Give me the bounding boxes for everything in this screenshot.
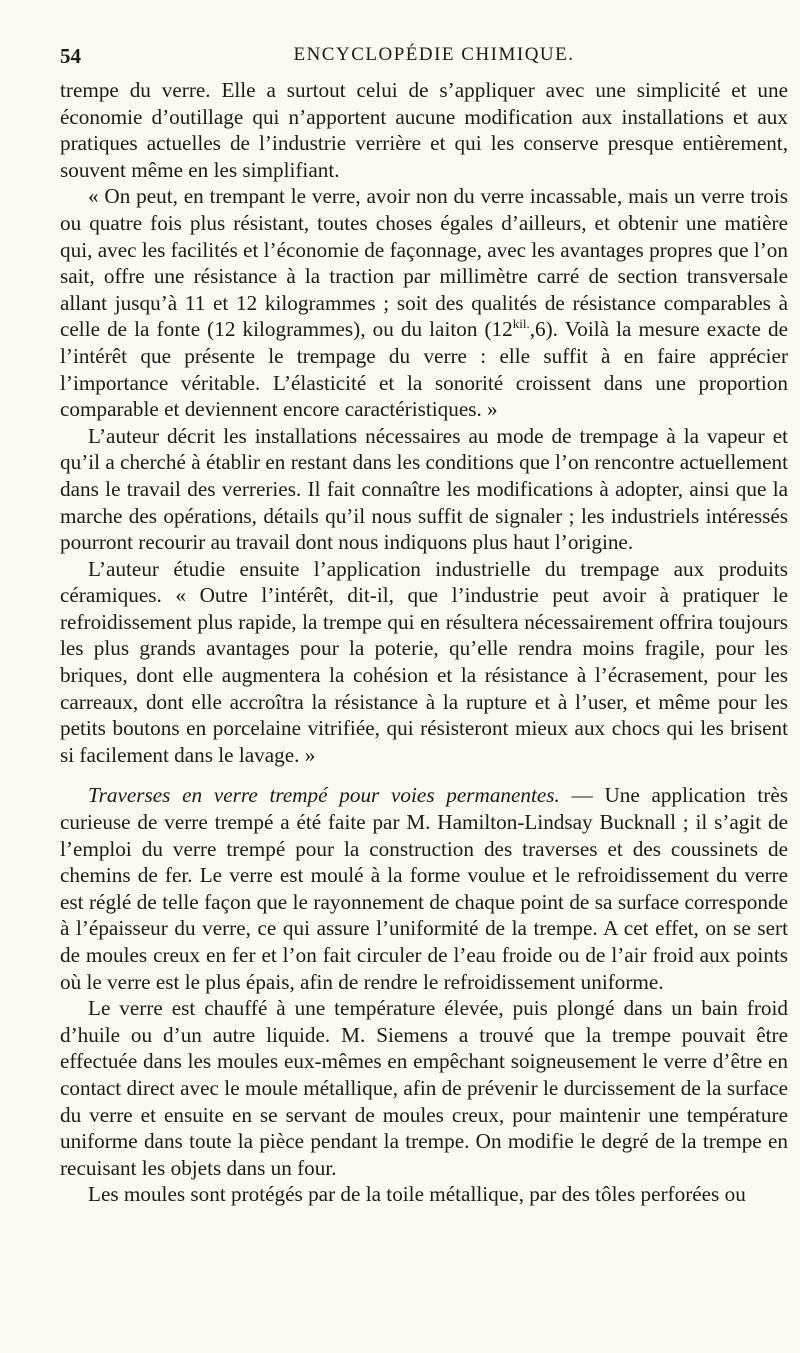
running-head [60, 44, 788, 74]
page-number: 54 [60, 44, 81, 68]
paragraph-moulds: Les moules sont protégés par de la toile métallique, par des tôles perforées ou [88, 1182, 746, 1207]
quote-text-part-1: « On peut, en trempant le verre, avoir non du verre incassable, mais un verre trois ou quatre fois plus résistant, toutes choses égales d’ailleurs, et obtenir une matière qui, avec les facilités et l’économie de façonnage, avec les avantages propres que l’on sait, offre une résistance à la traction par millimètre carré de section transversale allant jusqu’à 11 et 12 kilogrammes ; soit des qualités de résistance comparables à celle de la fonte (12 kilogrammes), ou du laiton (12 [60, 184, 788, 342]
paragraph-steam-tempering: L’auteur décrit les installations nécessaires au mode de trempage à la vapeur et qu’il a cherché à établir en restant dans les conditions que l’on rencontre actuellement dans le travail des verreries. Il fait connaître les modifications à adopter, ainsi que la marche des opérations, détails qu’il nous suffit de signaler ; les industriels intéressés pourront recourir au travail dont nous indiquons plus haut l’origine. [60, 423, 788, 555]
body-text [60, 77, 788, 1208]
paragraph-railway-sleepers [60, 782, 788, 995]
section-heading: Traverses en verre trempé pour voies permanentes. [88, 783, 560, 808]
section-text: — Une application très curieuse de verre trempé a été faite par M. Hamilton-Lindsay Bucknall ; il s’agit de l’emploi du verre trempé pour la construction des traverses et des coussinets de chemins de fer. Le verre est moulé à la forme voulue et le refroidissement du verre est réglé de telle façon que le rayonnement de chaque point de sa surface corresponde à l’épaisseur du verre, ce qui assure l’uniformité de la trempe. A cet effet, on se sert de moules creux en fer et l’on fait circuler de l’eau froide ou de l’air froid aux points où le verre est le plus épais, afin de rendre le refroidissement uniforme. [60, 783, 788, 994]
quote-text-part-2: ,6). Voilà la mesure exacte de l’intérêt que présente le trempage du verre : elle suffit à en faire apprécier l’importance véritable. L’élasticité et la sonorité croissent dans une proportion comparable et deviennent encore caractéristiques. » [60, 317, 788, 422]
paragraph-heating: Le verre est chauffé à une température élevée, puis plongé dans un bain froid d’huile ou d’un autre liquide. M. Siemens a trouvé que la trempe pouvait être effectuée dans les moules eux-mêmes en empêchant soigneusement le verre d’être en contact direct avec le moule métallique, afin de prévenir le durcissement de la surface du verre et ensuite en se servant de moules creux, pour maintenir une température uniforme dans toute la pièce pendant la trempe. On modifie le degré de la trempe en recuisant les objets dans un four. [60, 996, 788, 1180]
paragraph-ceramics: L’auteur étudie ensuite l’application industrielle du trempage aux produits céramiques. « Outre l’intérêt, dit-il, que l’industrie peut avoir à pratiquer le refroidissement plus rapide, la trempe qui en résultera nécessairement offrira toujours les plus grands avantages pour la poterie, qu’elle rendra moins fragile, pour les briques, dont elle augmentera la cohésion et la résistance à l’écrasement, pour les carreaux, dont elle accroîtra la résistance à la rupture et à l’user, et même pour les petits boutons en porcelaine vitrifiée, qui résisteront mieux aux chocs qui les brisent si facilement dans le lavage. » [60, 556, 788, 767]
paragraph-continuation: trempe du verre. Elle a surtout celui de s’appliquer avec une simplicité et une économie d’outillage qui n’apportent aucune modification aux installations et aux pratiques actuelles de l’industrie verrière et qui les conserve presque entièrement, souvent même en les simplifiant. [60, 78, 788, 182]
unit-superscript: kil. [512, 316, 530, 332]
paragraph-quote-resistance [60, 183, 788, 422]
running-title: ENCYCLOPÉDIE CHIMIQUE. [293, 44, 575, 65]
